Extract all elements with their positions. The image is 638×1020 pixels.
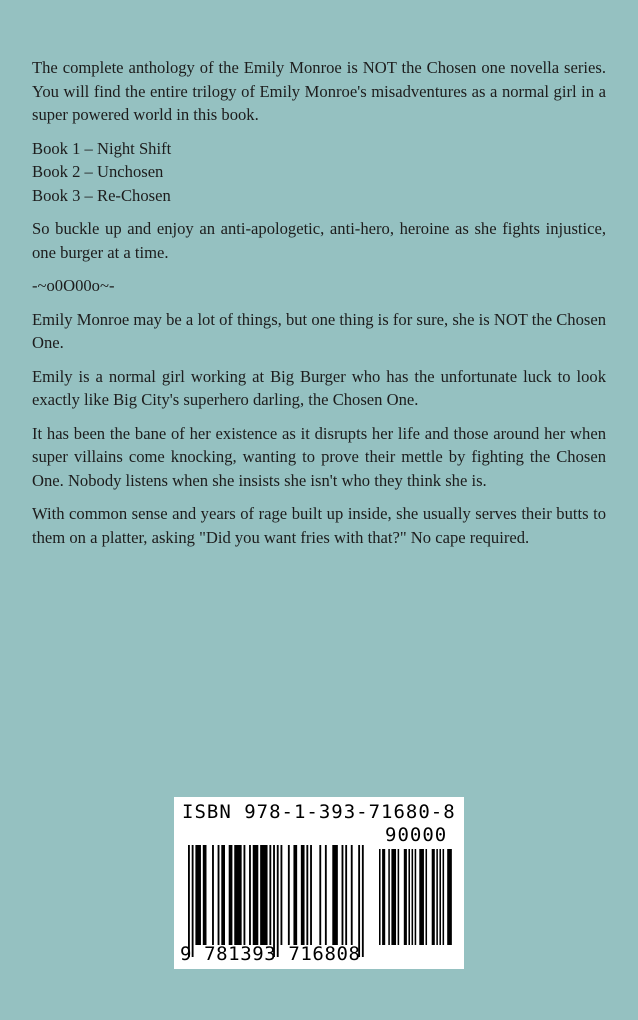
section-divider: -~o0O00o~- [32, 276, 115, 295]
book-list-item: Book 3 – Re-Chosen [32, 185, 171, 205]
barcode-bar [281, 845, 283, 945]
book-list [32, 137, 606, 208]
barcode-bar [408, 849, 410, 945]
barcode-bar [249, 845, 251, 945]
back-cover-blurb [32, 56, 606, 559]
barcode-bar [301, 845, 305, 945]
barcode-bar [306, 845, 308, 945]
barcode-bar [203, 845, 207, 945]
barcode-bar [358, 845, 360, 957]
barcode-bar [443, 849, 445, 945]
barcode-bar [229, 845, 233, 945]
intro-paragraph: The complete anthology of the Emily Monroe is NOT the Chosen one novella series. You will find the entire trilogy of Emily Monroe's misadventures as a normal girl in a super powered world in this book. [32, 58, 606, 124]
barcode-bar [398, 849, 400, 945]
ean-digits: 9 781393 716808 [180, 943, 361, 965]
barcode-bar [419, 849, 424, 945]
barcode-bar [195, 845, 201, 945]
barcode-bar [212, 845, 214, 945]
barcode-bar [218, 845, 220, 945]
barcode-bar [192, 845, 194, 957]
addon-bars [379, 849, 459, 945]
barcode-bar [253, 845, 259, 945]
isbn-barcode [174, 797, 464, 969]
ean13-bars [188, 845, 368, 957]
barcode-bar [415, 849, 417, 945]
synopsis-paragraph-1: Emily Monroe may be a lot of things, but one thing is for sure, she is NOT the Chosen One. [32, 309, 606, 352]
synopsis-paragraph-4: With common sense and years of rage built up inside, she usually serves their butts to them on a platter, asking "Did you want fries with that?" No cape required. [32, 504, 606, 547]
barcode-bar [447, 849, 452, 945]
buckle-up-paragraph: So buckle up and enjoy an anti-apologetic, anti-hero, heroine as she fights injustice, one burger at a time. [32, 219, 606, 262]
barcode-bar [391, 849, 396, 945]
book-list-item: Book 2 – Unchosen [32, 162, 164, 181]
book-list-item: Book 1 – Night Shift [32, 138, 172, 158]
barcode-bar [362, 845, 364, 957]
barcode-bar [260, 845, 267, 945]
barcode-bar [310, 845, 312, 945]
barcode-bar [432, 849, 435, 945]
barcode-bar [388, 849, 390, 945]
barcode-bar [351, 845, 353, 945]
synopsis-paragraph-3: It has been the bane of her existence as it disrupts her life and those around her when super villains come knocking, wanting to prove their mettle by fighting the Chosen One. Nobody listens when she insists she isn't who they think she is. [32, 423, 606, 490]
barcode-bar [277, 845, 279, 957]
barcode-bar [234, 845, 241, 945]
barcode-bar [342, 845, 344, 945]
barcode-bar [345, 845, 347, 945]
barcode-bar [426, 849, 428, 945]
barcode-bar [221, 845, 225, 945]
barcode-bar [439, 849, 441, 945]
synopsis-paragraph-2: Emily is a normal girl working at Big Burger who has the unfortunate luck to look exactly like Big City's superhero darling, the Chosen One. [32, 366, 606, 409]
barcode-bar [288, 845, 290, 945]
barcode-bar [412, 849, 414, 945]
barcode-bar [404, 849, 407, 945]
isbn-label: ISBN 978-1-393-71680-8 [182, 801, 456, 823]
barcode-bar [325, 845, 327, 945]
barcode-bar [382, 849, 385, 945]
barcode-bar [188, 845, 190, 957]
barcode-bar [273, 845, 275, 957]
barcode-bar [319, 845, 321, 945]
barcode-bar [244, 845, 246, 945]
barcode-bar [436, 849, 438, 945]
barcode-bar [293, 845, 297, 945]
addon-price-code: 90000 [385, 824, 448, 846]
barcode-bar [332, 845, 338, 945]
barcode-bar [379, 849, 381, 945]
barcode-bar [269, 845, 271, 945]
